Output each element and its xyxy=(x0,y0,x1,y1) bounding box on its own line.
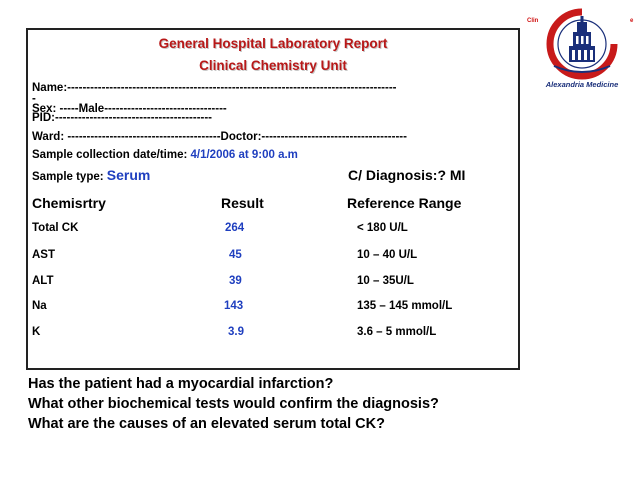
report-subtitle: Clinical Chemistry Unit xyxy=(199,58,347,73)
header-test: Chemisrtry xyxy=(32,195,106,211)
ward-doctor-line: Ward: ----------------------------------------Doctor:-------------------------------------- xyxy=(32,131,407,143)
sex-line: Sex: -----Male-------------------------------- xyxy=(32,103,227,115)
row-test: AST xyxy=(32,249,55,261)
question-1: Has the patient had a myocardial infarction? xyxy=(28,376,334,392)
row-result: 143 xyxy=(224,300,244,312)
row-result: 264 xyxy=(225,222,245,234)
collection-datetime xyxy=(32,149,298,161)
row-result: 3.9 xyxy=(228,326,244,338)
sample-type xyxy=(32,167,150,183)
name-line: Name:-------------------------------------------------------------------------------------- xyxy=(32,82,397,94)
header-result: Result xyxy=(221,195,264,211)
row-range: 3.6 – 5 mmol/L xyxy=(357,326,437,338)
row-test: Total CK xyxy=(32,222,79,234)
logo-caption: Alexandria Medicine xyxy=(545,80,619,89)
row-range: 10 – 35U/L xyxy=(357,275,414,287)
question-2: What other biochemical tests would confirm the diagnosis? xyxy=(28,396,439,412)
name-line-wrap: - xyxy=(32,93,36,105)
row-range: < 180 U/L xyxy=(357,222,408,234)
pid-line: PID:----------------------------------------- xyxy=(32,112,213,124)
row-range: 10 – 40 U/L xyxy=(357,249,418,261)
sample-type-value: Serum xyxy=(106,167,151,183)
row-test: Na xyxy=(32,300,47,312)
row-test: ALT xyxy=(32,275,54,287)
report-title: General Hospital Laboratory Report xyxy=(158,36,388,51)
row-result: 45 xyxy=(229,249,242,261)
collection-value: 4/1/2006 at 9:00 a.m xyxy=(190,149,298,161)
corner-text-left: Clin xyxy=(527,18,539,24)
collection-label: Sample collection date/time: xyxy=(32,149,188,161)
header-range: Reference Range xyxy=(347,195,462,211)
clinical-diagnosis: C/ Diagnosis:? MI xyxy=(348,167,466,183)
sample-type-label: Sample type: xyxy=(32,171,104,183)
row-result: 39 xyxy=(229,275,242,287)
lab-report xyxy=(26,28,520,370)
row-test: K xyxy=(32,326,41,338)
corner-text-right: e xyxy=(630,18,634,24)
row-range: 135 – 145 mmol/L xyxy=(357,300,453,312)
question-3: What are the causes of an elevated serum total CK? xyxy=(28,416,385,432)
